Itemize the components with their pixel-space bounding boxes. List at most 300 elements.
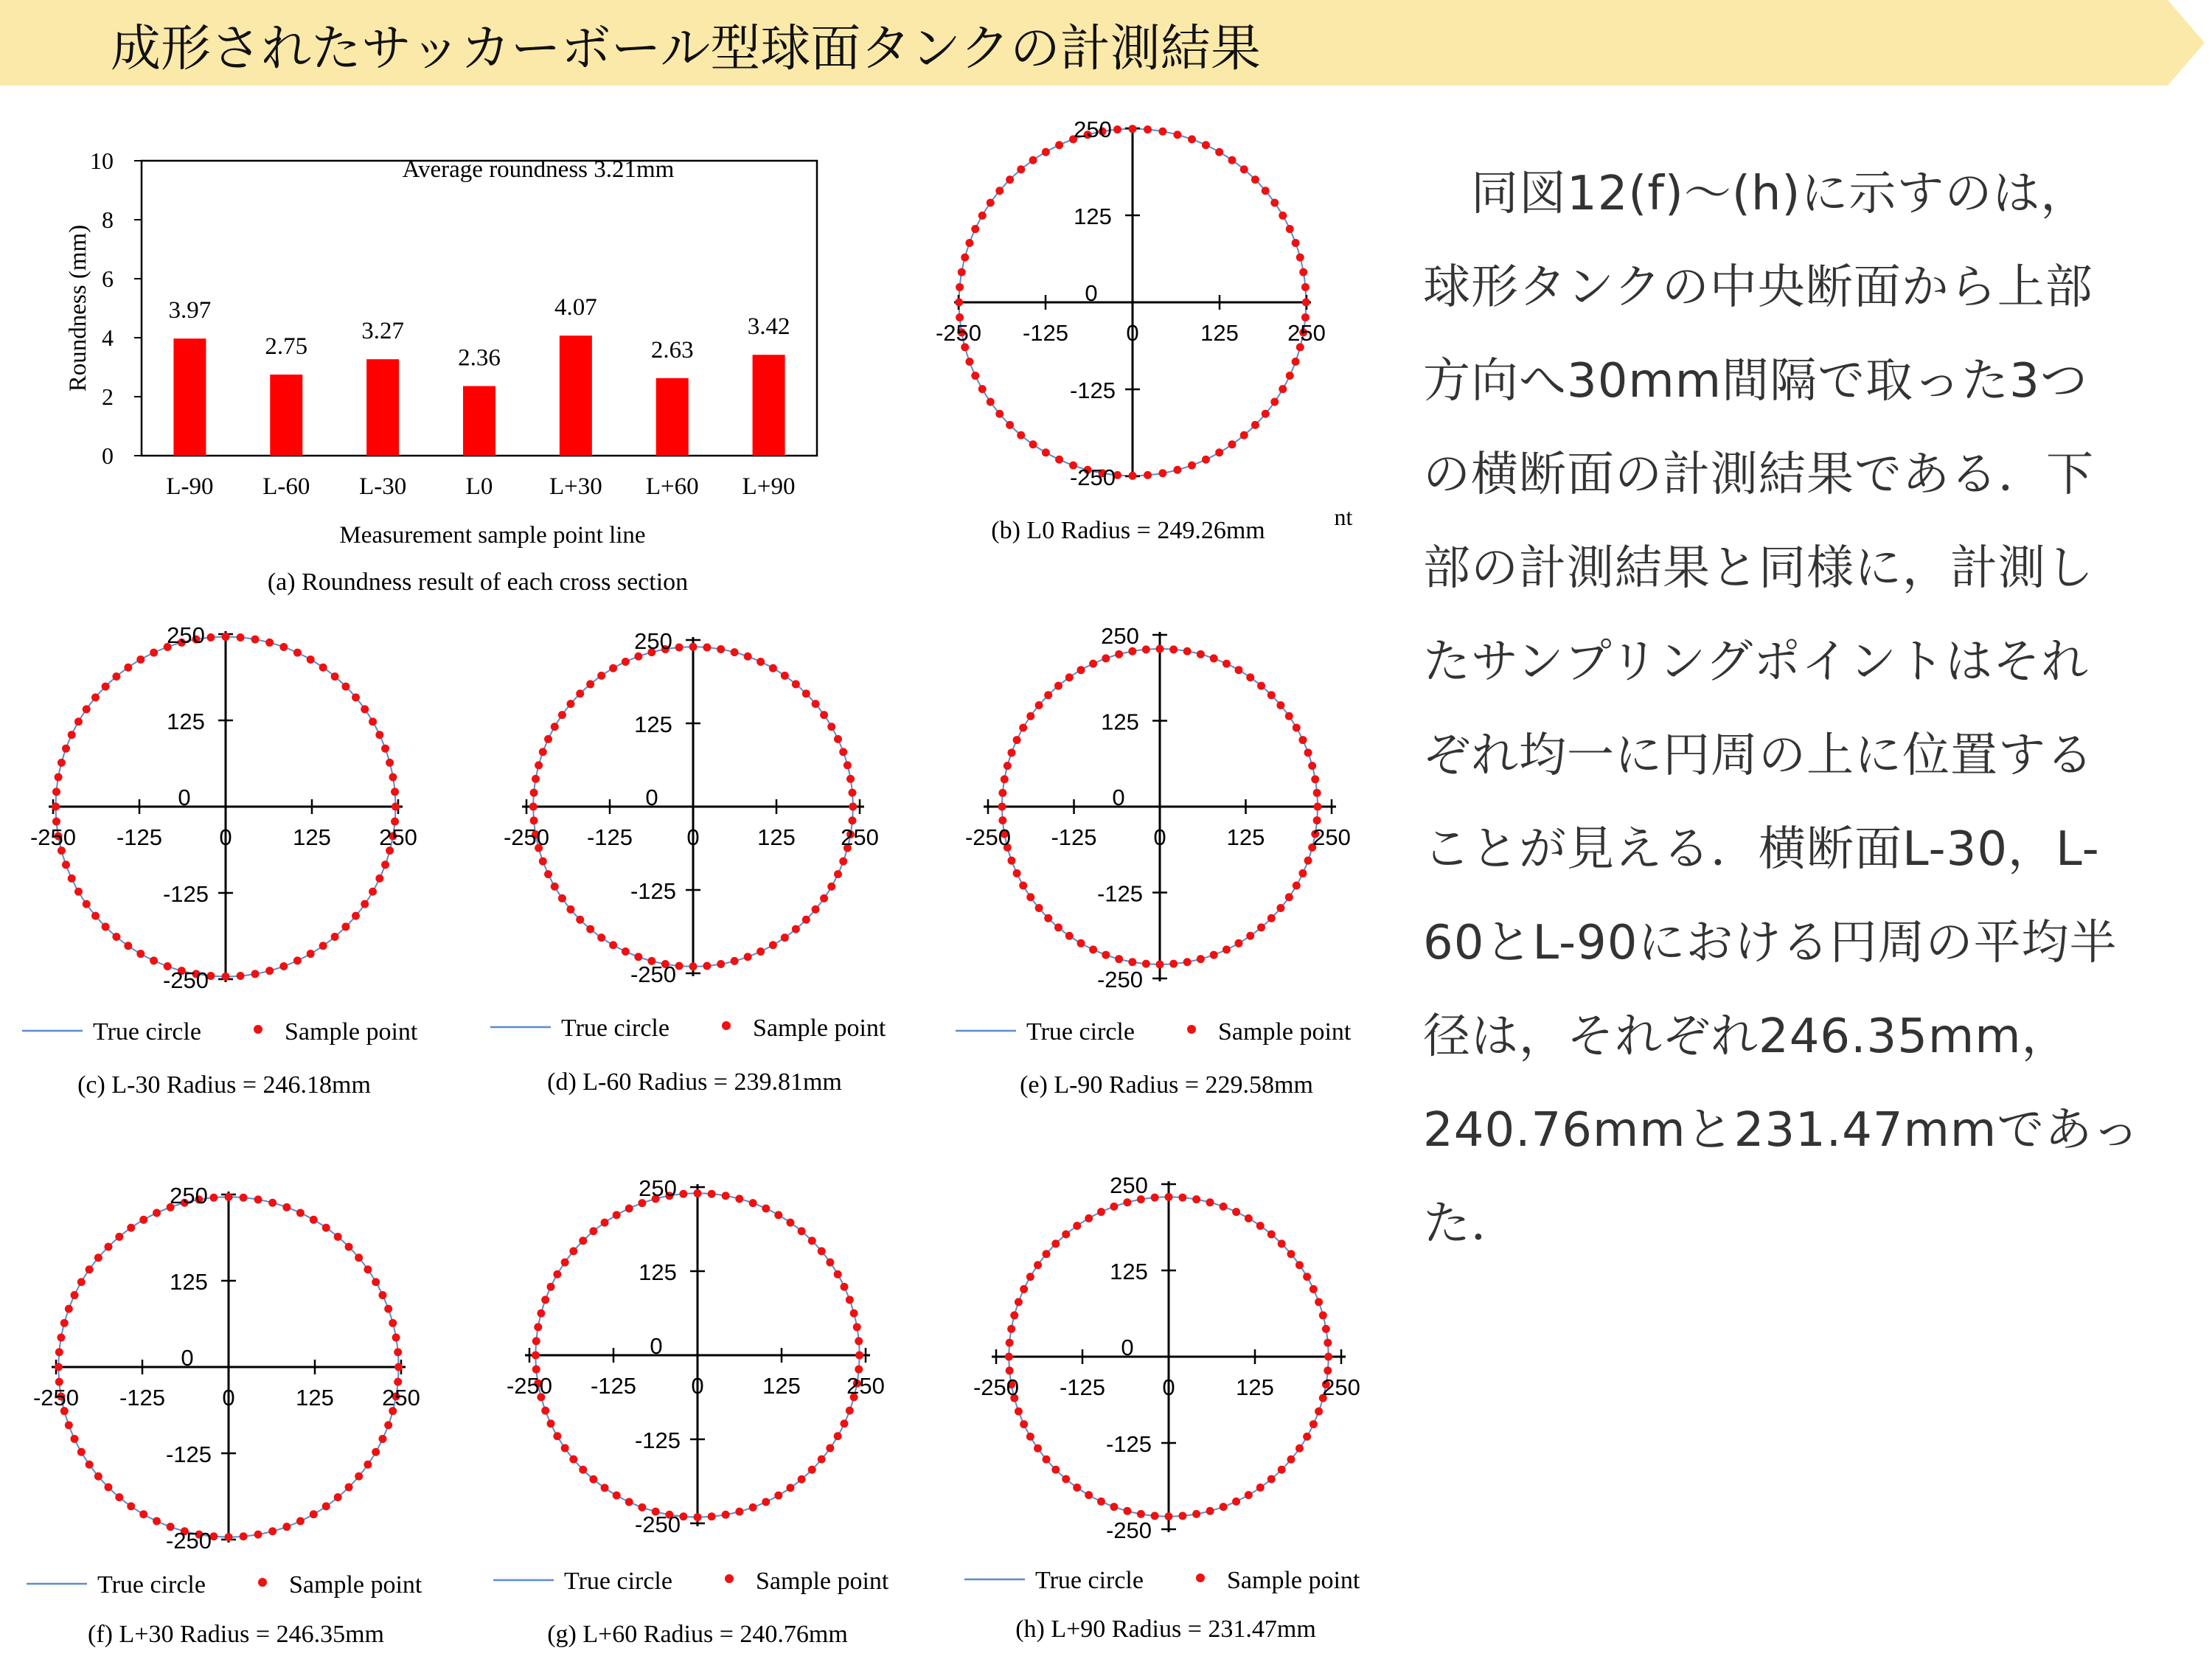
sample-point	[225, 1533, 233, 1541]
sample-point	[1151, 1194, 1159, 1202]
circle-chart-h	[964, 1181, 1346, 1582]
sample-point	[1210, 951, 1218, 959]
sample-point	[1279, 212, 1287, 220]
sample-point	[774, 1492, 782, 1500]
sample-point	[827, 883, 835, 891]
sample-point	[722, 1192, 730, 1200]
sample-point	[1110, 1203, 1118, 1211]
sample-point	[240, 1194, 248, 1202]
sample-point	[1123, 1198, 1131, 1206]
bar	[753, 355, 785, 456]
sample-point	[1158, 128, 1166, 136]
sample-point	[834, 735, 842, 743]
sample-point	[352, 912, 360, 920]
sample-point	[532, 1352, 540, 1360]
text-line: の横断面の計測結果である．下	[1423, 448, 2094, 502]
x-tick-label: 0	[691, 1373, 704, 1399]
sample-point	[381, 745, 389, 753]
sample-point	[384, 1305, 392, 1313]
sample-point	[378, 1435, 386, 1443]
sample-point	[848, 789, 856, 797]
sample-point	[1301, 283, 1310, 291]
y-tick-label: -250	[162, 967, 209, 993]
sample-point	[586, 680, 594, 688]
y-tick-label: -125	[630, 878, 677, 904]
legend-sample-point-swatch	[254, 1025, 262, 1034]
sample-point	[679, 1190, 687, 1198]
sample-point	[625, 1498, 633, 1506]
sample-point	[1097, 1498, 1105, 1506]
sample-point	[293, 956, 302, 964]
sample-point	[319, 942, 327, 950]
sample-point	[1102, 951, 1110, 959]
sample-point	[1295, 1444, 1304, 1453]
sample-point	[1085, 1214, 1093, 1222]
sample-point	[561, 1444, 569, 1452]
legend-sample-point-label: Sample point	[1227, 1567, 1360, 1594]
sample-point	[1222, 660, 1231, 668]
bar-value-label: 2.63	[650, 336, 694, 364]
sample-point	[1062, 1475, 1070, 1483]
sample-point	[769, 664, 777, 672]
sample-point	[68, 731, 76, 739]
y-tick-label: 250	[1074, 116, 1112, 142]
sample-point	[322, 1224, 330, 1232]
sample-point	[1240, 165, 1248, 173]
sample-point	[331, 672, 339, 681]
sample-point	[731, 648, 739, 656]
chart-caption: (d) L-60 Radius = 239.81mm	[547, 1068, 842, 1096]
y-tick-label: 125	[167, 709, 205, 734]
sample-point	[566, 700, 574, 708]
sample-point	[1035, 904, 1043, 912]
sample-point	[1051, 1466, 1060, 1474]
sample-point	[717, 960, 725, 968]
sample-point	[1276, 701, 1284, 709]
y-tick-label: 125	[170, 1269, 208, 1295]
sample-point	[781, 933, 789, 942]
sample-point	[1151, 1512, 1159, 1520]
sample-point	[1246, 673, 1254, 681]
sample-point	[569, 1455, 577, 1464]
sample-point	[1251, 421, 1259, 429]
sample-point	[150, 649, 158, 657]
sample-point	[307, 950, 315, 958]
sample-point	[1062, 1231, 1070, 1239]
x-tick-label: 250	[379, 824, 417, 850]
origin-label: 0	[1085, 280, 1098, 306]
sample-point	[1055, 141, 1063, 149]
sample-point	[1073, 1484, 1081, 1492]
sample-point	[1042, 448, 1050, 456]
sample-point	[634, 953, 642, 961]
sample-point	[355, 1472, 363, 1481]
sample-point	[1256, 1222, 1265, 1230]
sample-point	[237, 633, 245, 641]
y-tick-label: 125	[634, 712, 672, 737]
x-tick-label: 125	[757, 824, 796, 850]
sample-point	[722, 1511, 730, 1519]
sample-point	[1129, 472, 1137, 480]
sample-point	[209, 1194, 218, 1202]
legend-true-circle-label: True circle	[1026, 1018, 1135, 1046]
circle-chart-b	[954, 125, 1311, 480]
sample-point	[1192, 1195, 1200, 1203]
sample-point	[124, 664, 132, 672]
sample-point	[541, 1295, 549, 1304]
sample-point	[268, 1199, 276, 1207]
sample-point	[104, 1242, 112, 1251]
sample-point	[386, 759, 394, 767]
y-tick-label: -250	[630, 961, 677, 987]
origin-label: 0	[645, 785, 658, 810]
y-tick-label: 125	[1074, 204, 1112, 229]
sample-point	[1013, 869, 1021, 877]
sample-point	[781, 672, 789, 680]
y-tick-label: -250	[165, 1528, 212, 1554]
sample-point	[769, 941, 777, 949]
sample-point	[961, 254, 969, 262]
sample-point	[576, 689, 584, 698]
sample-point	[392, 803, 400, 811]
sample-point	[786, 1219, 794, 1227]
sample-point	[1173, 131, 1181, 139]
sample-point	[589, 1227, 597, 1235]
sample-point	[971, 225, 979, 233]
x-tick-label: -125	[586, 824, 633, 850]
sample-point	[364, 1461, 372, 1469]
sample-point	[1267, 691, 1276, 699]
x-tick-label: -250	[973, 1374, 1020, 1400]
sample-point	[112, 672, 120, 681]
sample-point	[341, 922, 349, 931]
x-tick-label: -125	[590, 1373, 637, 1399]
origin-label: 0	[1112, 785, 1125, 810]
sample-point	[1110, 1503, 1118, 1511]
sample-point	[1178, 1512, 1186, 1520]
x-tick-label: 125	[296, 1385, 334, 1411]
sample-point	[1178, 1194, 1186, 1202]
bar-value-label: 3.42	[747, 313, 790, 341]
chart-caption: (c) L-30 Radius = 246.18mm	[77, 1071, 371, 1099]
sample-point	[1020, 1285, 1028, 1293]
y-tick-label: -250	[634, 1512, 681, 1537]
sample-point	[998, 816, 1006, 824]
y-tick-label: 125	[1110, 1259, 1148, 1284]
sample-point	[569, 1247, 577, 1255]
sample-point	[1004, 762, 1012, 770]
sample-point	[364, 1265, 372, 1273]
sample-point	[331, 933, 339, 941]
sample-point	[978, 212, 987, 220]
sample-point	[1089, 660, 1097, 668]
x-tick-label: -250	[503, 824, 550, 850]
sample-point	[1293, 881, 1301, 889]
sample-point	[1220, 1503, 1228, 1511]
sample-point	[391, 787, 399, 796]
sample-point	[839, 858, 847, 866]
sample-point	[1051, 1239, 1060, 1248]
sample-point	[1165, 1193, 1173, 1201]
x-tick-label: 125	[1226, 824, 1265, 850]
circle-chart-e	[956, 632, 1336, 1034]
bar	[463, 386, 495, 456]
sample-point	[1324, 1339, 1332, 1347]
y-tick-label: 6	[102, 265, 114, 292]
y-tick-label: 250	[634, 628, 672, 654]
sample-point	[1006, 1339, 1014, 1347]
sample-point	[74, 888, 83, 896]
sample-point	[1026, 1433, 1034, 1441]
sample-point	[1251, 175, 1259, 184]
legend-true-circle-label: True circle	[93, 1018, 201, 1046]
sample-point	[1278, 1466, 1286, 1474]
sample-point	[855, 1337, 863, 1345]
sample-point	[52, 803, 60, 811]
sample-point	[622, 947, 630, 956]
sample-point	[334, 1493, 342, 1501]
sample-point	[55, 1363, 63, 1371]
sample-point	[1228, 440, 1236, 448]
sample-point	[987, 199, 995, 207]
sample-point	[609, 941, 617, 949]
sample-point	[1026, 1273, 1034, 1281]
sample-point	[703, 961, 711, 970]
x-tick-label: L-90	[166, 473, 214, 500]
sample-point	[83, 705, 91, 713]
sample-point	[757, 658, 765, 666]
sample-point	[1257, 682, 1265, 690]
sample-point	[1188, 135, 1196, 143]
text-line: 240.76mmと231.47mmであっ	[1423, 1103, 2140, 1158]
bar	[366, 359, 399, 456]
sample-point	[124, 942, 132, 950]
sample-point	[1015, 1298, 1023, 1306]
sample-point	[282, 1523, 291, 1531]
sample-point	[1043, 1250, 1051, 1258]
sample-point	[1169, 960, 1178, 968]
sample-point	[293, 649, 302, 657]
sample-point	[708, 1512, 716, 1520]
sample-point	[1245, 1491, 1253, 1499]
sample-point	[1142, 960, 1150, 968]
sample-point	[1296, 254, 1304, 262]
sample-point	[987, 397, 995, 406]
sample-point	[625, 1204, 633, 1212]
sample-point	[955, 299, 963, 307]
sample-point	[307, 655, 315, 664]
sample-point	[613, 1492, 621, 1500]
sample-point	[345, 1242, 353, 1251]
sample-point	[102, 922, 110, 931]
sample-point	[1089, 945, 1097, 953]
sample-point	[566, 905, 574, 914]
sample-point	[71, 1291, 79, 1299]
sample-point	[757, 947, 765, 956]
sample-point	[1313, 803, 1321, 811]
y-tick-label: 125	[1101, 709, 1139, 735]
y-tick-label: -125	[1096, 880, 1144, 907]
sample-point	[792, 680, 800, 688]
sample-point	[956, 283, 964, 291]
sample-point	[237, 972, 245, 980]
sample-point	[601, 1219, 609, 1227]
sample-point	[834, 1432, 842, 1440]
sample-point	[1065, 932, 1074, 940]
sample-point	[735, 1508, 743, 1516]
sample-point	[139, 1216, 147, 1224]
x-tick-label: 250	[1312, 824, 1351, 850]
sample-point	[375, 874, 383, 883]
x-tick-label: -125	[1022, 320, 1069, 346]
sample-point	[675, 644, 684, 652]
sample-point	[1292, 239, 1300, 247]
chart-caption: (g) L+60 Radius = 240.76mm	[547, 1621, 848, 1648]
y-tick-label: 2	[102, 383, 114, 410]
sample-point	[553, 1432, 561, 1440]
x-tick-label: 250	[841, 824, 879, 850]
sample-point	[1144, 125, 1152, 133]
sample-point	[1034, 1444, 1042, 1453]
sample-point	[586, 925, 594, 933]
y-tick-label: -125	[634, 1427, 681, 1453]
origin-label: 0	[181, 1345, 194, 1371]
sample-point	[1144, 471, 1152, 479]
sample-point	[1299, 268, 1307, 276]
sample-point	[546, 1419, 554, 1427]
sample-point	[1044, 914, 1052, 922]
sample-point	[1055, 456, 1063, 464]
sample-point	[749, 1503, 757, 1512]
sample-point	[841, 1283, 849, 1291]
text-line: た．	[1423, 1197, 1519, 1251]
y-tick-label: -125	[162, 881, 209, 907]
x-tick-label: 0	[219, 824, 232, 850]
sample-point	[62, 745, 70, 753]
x-tick-label: L+60	[645, 473, 699, 500]
sample-point	[846, 1407, 854, 1415]
text-line: 同図12(f)～(h)に示すのは，	[1423, 167, 2089, 221]
x-tick-label: L0	[465, 473, 493, 500]
sample-point	[1156, 960, 1164, 968]
sample-point	[1228, 156, 1236, 164]
bar-value-label: 3.27	[361, 318, 405, 345]
sample-point	[1054, 923, 1062, 931]
sample-point	[334, 1233, 342, 1241]
sample-point	[1293, 724, 1301, 732]
sample-point	[995, 187, 1004, 195]
sample-point	[558, 711, 566, 719]
sample-point	[1173, 466, 1181, 474]
sample-point	[1322, 1325, 1330, 1333]
sample-point	[1220, 1203, 1228, 1211]
x-tick-label: -125	[1059, 1374, 1106, 1400]
sample-point	[589, 1475, 597, 1484]
sample-point	[848, 816, 856, 824]
legend-true-circle-label: True circle	[1035, 1567, 1144, 1594]
sample-point	[820, 711, 828, 719]
sample-point	[798, 1475, 806, 1484]
sample-point	[150, 956, 158, 964]
sample-point	[139, 1510, 147, 1518]
sample-point	[1006, 175, 1014, 184]
legend-true-circle-label: True circle	[564, 1568, 672, 1595]
sample-point	[818, 1455, 826, 1464]
sample-point	[254, 1195, 262, 1203]
sample-point	[1202, 456, 1210, 464]
sample-point	[1077, 666, 1085, 674]
sample-point	[958, 268, 966, 276]
page-title: 成形されたサッカーボール型球面タンクの計測結果	[111, 20, 1261, 78]
sample-point	[1222, 945, 1231, 953]
sample-point	[1256, 1484, 1265, 1492]
sample-point	[1310, 1420, 1318, 1428]
sample-point	[802, 689, 810, 698]
sample-point	[532, 1337, 540, 1345]
sample-point	[279, 962, 288, 970]
sample-point	[834, 1270, 842, 1279]
y-axis-label: Roundness (mm)	[65, 224, 91, 392]
sample-point	[1115, 955, 1123, 963]
sample-point	[282, 1203, 291, 1211]
legend-sample-point-swatch	[1187, 1025, 1196, 1034]
sample-point	[812, 700, 820, 708]
sample-point	[77, 1448, 86, 1456]
sample-point	[1077, 939, 1085, 947]
x-axis-label: Measurement sample point line	[339, 522, 646, 549]
sample-point	[1319, 1311, 1327, 1319]
sample-point	[850, 1310, 858, 1318]
x-tick-label: 0	[686, 824, 700, 850]
sample-point	[1246, 932, 1254, 940]
sample-point	[86, 1461, 94, 1469]
sample-point	[1308, 762, 1316, 770]
sample-point	[1262, 410, 1270, 418]
sample-point	[965, 239, 973, 247]
sample-point	[1085, 1491, 1093, 1499]
sample-point	[361, 705, 369, 713]
sample-point	[1206, 1198, 1214, 1206]
x-tick-label: -125	[116, 824, 163, 850]
bar-value-label: 3.97	[168, 297, 212, 324]
sample-point	[1017, 431, 1025, 439]
sample-point	[1006, 1366, 1014, 1374]
sample-point	[1165, 1512, 1173, 1520]
sample-point	[597, 672, 605, 680]
sample-point	[1278, 1239, 1286, 1248]
bar-value-label: 4.07	[554, 294, 597, 321]
x-tick-label: -250	[29, 824, 77, 850]
sample-point	[115, 1493, 123, 1501]
sample-point	[613, 1211, 621, 1219]
sample-point	[1279, 385, 1287, 393]
sample-point	[222, 973, 230, 981]
sample-point	[345, 1484, 353, 1492]
sample-point	[544, 870, 552, 878]
sample-point	[112, 933, 120, 941]
sample-point	[268, 1527, 276, 1535]
sample-point	[1019, 881, 1027, 889]
sample-point	[127, 1502, 135, 1510]
sample-point	[153, 1209, 161, 1217]
sample-point	[369, 717, 377, 726]
sample-point	[68, 874, 76, 883]
sample-point	[55, 773, 63, 781]
y-tick-label: 250	[639, 1175, 677, 1201]
sample-point	[91, 912, 100, 920]
sample-point	[855, 1352, 863, 1360]
x-tick-label: 0	[222, 1385, 235, 1411]
